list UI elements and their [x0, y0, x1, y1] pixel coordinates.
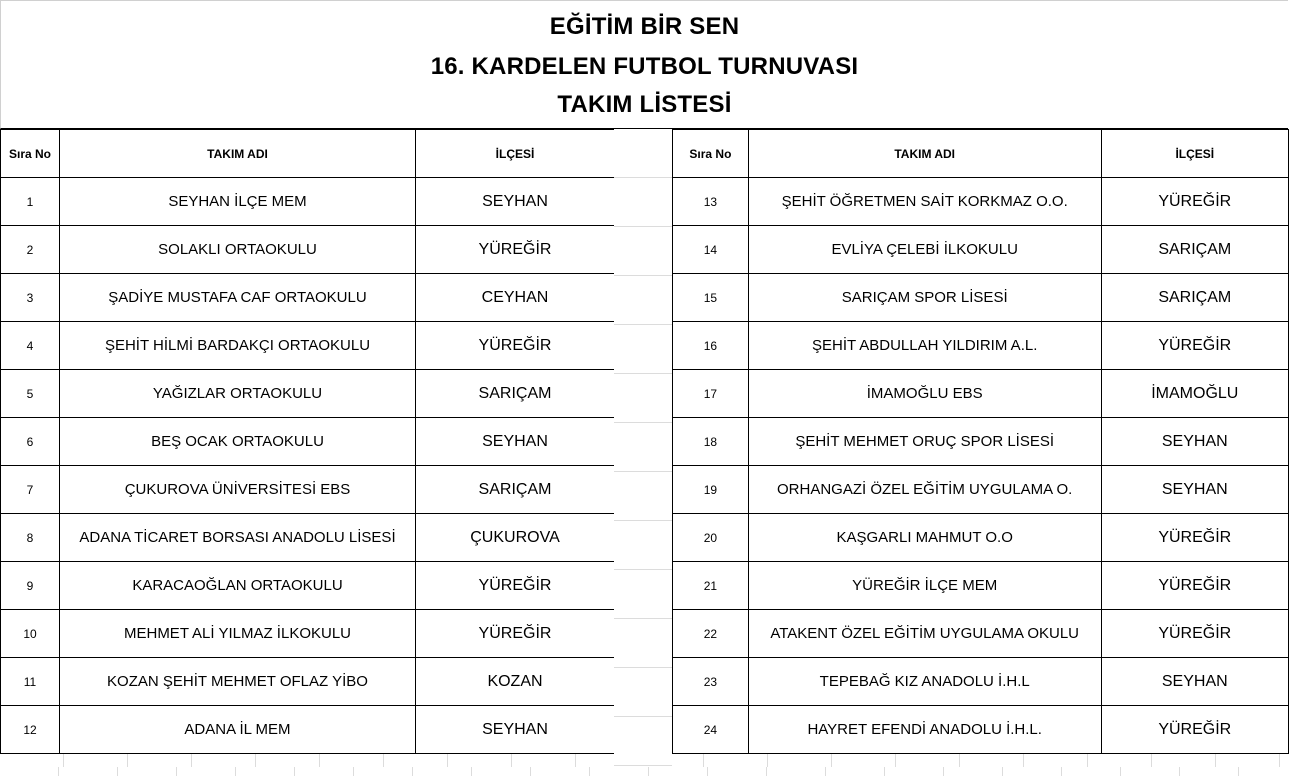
- team-name-cell[interactable]: HAYRET EFENDİ ANADOLU İ.H.L.: [748, 706, 1101, 754]
- team-name-cell[interactable]: ATAKENT ÖZEL EĞİTİM UYGULAMA OKULU: [748, 610, 1101, 658]
- row-number-cell[interactable]: 7: [1, 466, 60, 514]
- district-cell[interactable]: SEYHAN: [416, 706, 615, 754]
- row-number-cell[interactable]: 4: [1, 322, 60, 370]
- row-number-cell[interactable]: 16: [673, 322, 749, 370]
- row-number-cell[interactable]: 17: [673, 370, 749, 418]
- row-number-cell[interactable]: 24: [673, 706, 749, 754]
- row-number-cell[interactable]: 14: [673, 226, 749, 274]
- district-cell[interactable]: SEYHAN: [1101, 466, 1288, 514]
- team-table-left: [0, 129, 615, 754]
- row-number-cell[interactable]: 2: [1, 226, 60, 274]
- row-number-cell[interactable]: 9: [1, 562, 60, 610]
- district-cell[interactable]: ÇUKUROVA: [416, 514, 615, 562]
- team-name-cell[interactable]: YÜREĞİR İLÇE MEM: [748, 562, 1101, 610]
- district-cell[interactable]: CEYHAN: [416, 274, 615, 322]
- district-cell[interactable]: SEYHAN: [1101, 658, 1288, 706]
- header-district[interactable]: İLÇESİ: [416, 130, 615, 178]
- team-name-cell[interactable]: EVLİYA ÇELEBİ İLKOKULU: [748, 226, 1101, 274]
- table-row: [1, 418, 615, 466]
- team-name-cell[interactable]: ADANA TİCARET BORSASI ANADOLU LİSESİ: [60, 514, 416, 562]
- table-row: [1, 658, 615, 706]
- team-name-cell[interactable]: MEHMET ALİ YILMAZ İLKOKULU: [60, 610, 416, 658]
- team-name-cell[interactable]: ŞEHİT MEHMET ORUÇ SPOR LİSESİ: [748, 418, 1101, 466]
- title-block: [0, 0, 1288, 129]
- table-row: [673, 658, 1289, 706]
- row-number-cell[interactable]: 1: [1, 178, 60, 226]
- table-row: [1, 610, 615, 658]
- team-name-cell[interactable]: ŞADİYE MUSTAFA CAF ORTAOKULU: [60, 274, 416, 322]
- district-cell[interactable]: YÜREĞİR: [1101, 706, 1288, 754]
- header-no[interactable]: Sıra No: [1, 130, 60, 178]
- district-cell[interactable]: YÜREĞİR: [1101, 322, 1288, 370]
- table-row: [673, 370, 1289, 418]
- district-cell[interactable]: SARIÇAM: [1101, 274, 1288, 322]
- team-name-cell[interactable]: ŞEHİT ÖĞRETMEN SAİT KORKMAZ O.O.: [748, 178, 1101, 226]
- row-number-cell[interactable]: 13: [673, 178, 749, 226]
- row-number-cell[interactable]: 3: [1, 274, 60, 322]
- table-row: [1, 226, 615, 274]
- table-row: [1, 706, 615, 754]
- team-name-cell[interactable]: İMAMOĞLU EBS: [748, 370, 1101, 418]
- table-row: [1, 562, 615, 610]
- table-row: [673, 226, 1289, 274]
- team-name-cell[interactable]: ORHANGAZİ ÖZEL EĞİTİM UYGULAMA O.: [748, 466, 1101, 514]
- district-cell[interactable]: YÜREĞİR: [416, 562, 615, 610]
- row-number-cell[interactable]: 11: [1, 658, 60, 706]
- row-number-cell[interactable]: 10: [1, 610, 60, 658]
- team-name-cell[interactable]: KAŞGARLI MAHMUT O.O: [748, 514, 1101, 562]
- district-cell[interactable]: SEYHAN: [416, 418, 615, 466]
- district-cell[interactable]: SARIÇAM: [416, 466, 615, 514]
- table-row: [1, 274, 615, 322]
- table-row: [673, 322, 1289, 370]
- team-name-cell[interactable]: ADANA İL MEM: [60, 706, 416, 754]
- row-number-cell[interactable]: 18: [673, 418, 749, 466]
- row-number-cell[interactable]: 8: [1, 514, 60, 562]
- team-name-cell[interactable]: SEYHAN İLÇE MEM: [60, 178, 416, 226]
- spacer-column: [614, 129, 672, 776]
- row-number-cell[interactable]: 19: [673, 466, 749, 514]
- team-name-cell[interactable]: ŞEHİT ABDULLAH YILDIRIM A.L.: [748, 322, 1101, 370]
- table-row: [673, 466, 1289, 514]
- table-row: [673, 514, 1289, 562]
- row-number-cell[interactable]: 5: [1, 370, 60, 418]
- team-name-cell[interactable]: SOLAKLI ORTAOKULU: [60, 226, 416, 274]
- district-cell[interactable]: YÜREĞİR: [416, 226, 615, 274]
- team-name-cell[interactable]: SARIÇAM SPOR LİSESİ: [748, 274, 1101, 322]
- table-row: [673, 562, 1289, 610]
- table-row: [1, 370, 615, 418]
- district-cell[interactable]: İMAMOĞLU: [1101, 370, 1288, 418]
- table-header-row: [673, 130, 1289, 178]
- table-row: [1, 178, 615, 226]
- district-cell[interactable]: YÜREĞİR: [1101, 514, 1288, 562]
- row-number-cell[interactable]: 6: [1, 418, 60, 466]
- row-number-cell[interactable]: 23: [673, 658, 749, 706]
- header-team[interactable]: TAKIM ADI: [748, 130, 1101, 178]
- row-number-cell[interactable]: 15: [673, 274, 749, 322]
- table-row: [673, 274, 1289, 322]
- district-cell[interactable]: YÜREĞİR: [1101, 562, 1288, 610]
- row-number-cell[interactable]: 22: [673, 610, 749, 658]
- district-cell[interactable]: YÜREĞİR: [1101, 178, 1288, 226]
- district-cell[interactable]: YÜREĞİR: [416, 322, 615, 370]
- title-team-list: TAKIM LİSTESİ: [557, 91, 732, 118]
- district-cell[interactable]: SARIÇAM: [416, 370, 615, 418]
- header-district[interactable]: İLÇESİ: [1101, 130, 1288, 178]
- district-cell[interactable]: KOZAN: [416, 658, 615, 706]
- table-header-row: [1, 130, 615, 178]
- header-team[interactable]: TAKIM ADI: [60, 130, 416, 178]
- district-cell[interactable]: YÜREĞİR: [416, 610, 615, 658]
- header-no[interactable]: Sıra No: [673, 130, 749, 178]
- team-name-cell[interactable]: KOZAN ŞEHİT MEHMET OFLAZ YİBO: [60, 658, 416, 706]
- table-row: [673, 178, 1289, 226]
- district-cell[interactable]: SARIÇAM: [1101, 226, 1288, 274]
- table-row: [1, 322, 615, 370]
- team-table-right: [672, 129, 1289, 754]
- table-row: [673, 418, 1289, 466]
- table-row: [1, 466, 615, 514]
- district-cell[interactable]: YÜREĞİR: [1101, 610, 1288, 658]
- next-row-edge: [0, 767, 1289, 776]
- district-cell[interactable]: SEYHAN: [416, 178, 615, 226]
- team-name-cell[interactable]: KARACAOĞLAN ORTAOKULU: [60, 562, 416, 610]
- team-name-cell[interactable]: YAĞIZLAR ORTAOKULU: [60, 370, 416, 418]
- team-name-cell[interactable]: ÇUKUROVA ÜNİVERSİTESİ EBS: [60, 466, 416, 514]
- row-number-cell[interactable]: 20: [673, 514, 749, 562]
- team-name-cell[interactable]: BEŞ OCAK ORTAOKULU: [60, 418, 416, 466]
- table-row: [673, 706, 1289, 754]
- row-number-cell[interactable]: 21: [673, 562, 749, 610]
- row-number-cell[interactable]: 12: [1, 706, 60, 754]
- title-organization: EĞİTİM BİR SEN: [549, 13, 740, 40]
- table-row: [673, 610, 1289, 658]
- title-tournament: 16. KARDELEN FUTBOL TURNUVASI: [430, 53, 859, 80]
- team-name-cell[interactable]: TEPEBAĞ KIZ ANADOLU İ.H.L: [748, 658, 1101, 706]
- team-name-cell[interactable]: ŞEHİT HİLMİ BARDAKÇI ORTAOKULU: [60, 322, 416, 370]
- district-cell[interactable]: SEYHAN: [1101, 418, 1288, 466]
- table-row: [1, 514, 615, 562]
